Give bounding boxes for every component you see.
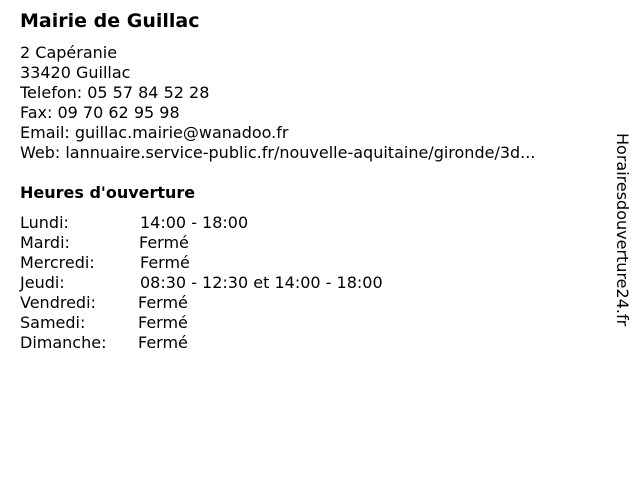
hours-row-monday bbox=[20, 213, 249, 233]
hours-row-saturday bbox=[20, 313, 188, 333]
address-street: 2 Capéranie bbox=[20, 43, 118, 62]
website-link[interactable]: Web: lannuaire.service-public.fr/nouvelle-aquitaine/gironde/3d... bbox=[20, 143, 536, 162]
day-label: Samedi: bbox=[20, 313, 86, 332]
time-value: 08:30 - 12:30 et 14:00 - 18:00 bbox=[140, 273, 383, 292]
time-value: Fermé bbox=[138, 293, 188, 312]
day-label: Mardi: bbox=[20, 233, 70, 252]
page-title: Mairie de Guillac bbox=[20, 10, 200, 32]
hours-row-wednesday bbox=[20, 253, 190, 273]
day-label: Jeudi: bbox=[20, 273, 65, 292]
address-city: 33420 Guillac bbox=[20, 63, 131, 82]
hours-row-tuesday bbox=[20, 233, 189, 253]
day-label: Mercredi: bbox=[20, 253, 95, 272]
hours-row-friday bbox=[20, 293, 188, 313]
time-value: 14:00 - 18:00 bbox=[140, 213, 249, 232]
day-label: Lundi: bbox=[20, 213, 69, 232]
time-value: Fermé bbox=[140, 253, 190, 272]
time-value: Fermé bbox=[139, 233, 189, 252]
email-link[interactable]: Email: guillac.mairie@wanadoo.fr bbox=[20, 123, 289, 142]
watermark-text: Horairesdouverture24.fr bbox=[613, 133, 632, 327]
hours-row-sunday bbox=[20, 333, 188, 353]
opening-hours-heading: Heures d'ouverture bbox=[20, 183, 196, 202]
day-label: Vendredi: bbox=[20, 293, 96, 312]
phone-number[interactable]: Telefon: 05 57 84 52 28 bbox=[20, 83, 210, 102]
fax-number: Fax: 09 70 62 95 98 bbox=[20, 103, 180, 122]
time-value: Fermé bbox=[138, 313, 188, 332]
site-watermark bbox=[611, 133, 633, 343]
day-label: Dimanche: bbox=[20, 333, 107, 352]
contact-block bbox=[20, 43, 600, 163]
time-value: Fermé bbox=[138, 333, 188, 352]
hours-row-thursday bbox=[20, 273, 383, 293]
opening-hours-list bbox=[20, 213, 383, 353]
